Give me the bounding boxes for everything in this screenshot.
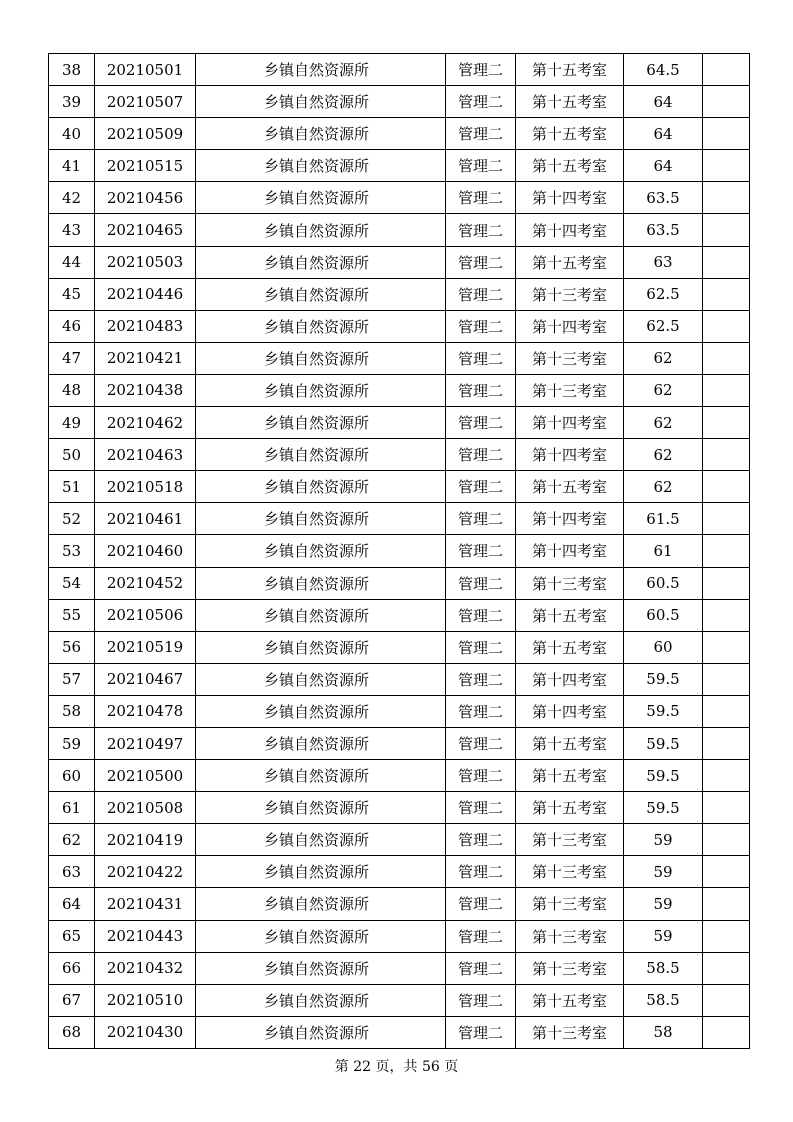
table-row	[49, 342, 750, 374]
unit-cell: 乡镇自然资源所	[196, 54, 446, 86]
unit-cell: 乡镇自然资源所	[196, 439, 446, 471]
table-row	[49, 214, 750, 246]
remark-cell	[703, 471, 750, 503]
row-number-cell: 38	[49, 54, 95, 86]
exam-id-cell: 20210422	[95, 856, 196, 888]
score-cell: 64	[624, 86, 703, 118]
remark-cell	[703, 439, 750, 471]
table-row	[49, 631, 750, 663]
exam-id-cell: 20210510	[95, 984, 196, 1016]
exam-room-cell: 第十五考室	[516, 118, 624, 150]
remark-cell	[703, 663, 750, 695]
remark-cell	[703, 86, 750, 118]
unit-cell: 乡镇自然资源所	[196, 760, 446, 792]
remark-cell	[703, 374, 750, 406]
remark-cell	[703, 952, 750, 984]
remark-cell	[703, 824, 750, 856]
row-number-cell: 44	[49, 246, 95, 278]
category-cell: 管理二	[446, 503, 516, 535]
row-number-cell: 66	[49, 952, 95, 984]
exam-id-cell: 20210500	[95, 760, 196, 792]
score-cell: 61.5	[624, 503, 703, 535]
exam-room-cell: 第十四考室	[516, 535, 624, 567]
exam-room-cell: 第十三考室	[516, 342, 624, 374]
category-cell: 管理二	[446, 54, 516, 86]
exam-id-cell: 20210497	[95, 727, 196, 759]
exam-room-cell: 第十五考室	[516, 471, 624, 503]
score-cell: 59	[624, 920, 703, 952]
unit-cell: 乡镇自然资源所	[196, 278, 446, 310]
exam-room-cell: 第十三考室	[516, 888, 624, 920]
row-number-cell: 52	[49, 503, 95, 535]
unit-cell: 乡镇自然资源所	[196, 407, 446, 439]
table-row	[49, 1016, 750, 1048]
category-cell: 管理二	[446, 278, 516, 310]
table-row	[49, 792, 750, 824]
unit-cell: 乡镇自然资源所	[196, 920, 446, 952]
remark-cell	[703, 888, 750, 920]
exam-room-cell: 第十四考室	[516, 407, 624, 439]
score-table	[48, 53, 750, 1049]
exam-id-cell: 20210467	[95, 663, 196, 695]
score-cell: 59.5	[624, 663, 703, 695]
exam-id-cell: 20210508	[95, 792, 196, 824]
exam-room-cell: 第十三考室	[516, 374, 624, 406]
score-cell: 62.5	[624, 278, 703, 310]
unit-cell: 乡镇自然资源所	[196, 567, 446, 599]
table-body	[49, 54, 750, 1049]
exam-room-cell: 第十五考室	[516, 599, 624, 631]
table-row	[49, 695, 750, 727]
unit-cell: 乡镇自然资源所	[196, 792, 446, 824]
exam-id-cell: 20210431	[95, 888, 196, 920]
exam-id-cell: 20210506	[95, 599, 196, 631]
row-number-cell: 57	[49, 663, 95, 695]
exam-id-cell: 20210465	[95, 214, 196, 246]
row-number-cell: 51	[49, 471, 95, 503]
category-cell: 管理二	[446, 86, 516, 118]
exam-id-cell: 20210515	[95, 150, 196, 182]
unit-cell: 乡镇自然资源所	[196, 214, 446, 246]
table-row	[49, 471, 750, 503]
score-cell: 62	[624, 471, 703, 503]
exam-room-cell: 第十五考室	[516, 760, 624, 792]
unit-cell: 乡镇自然资源所	[196, 727, 446, 759]
category-cell: 管理二	[446, 984, 516, 1016]
category-cell: 管理二	[446, 1016, 516, 1048]
exam-room-cell: 第十三考室	[516, 856, 624, 888]
remark-cell	[703, 54, 750, 86]
remark-cell	[703, 310, 750, 342]
exam-room-cell: 第十五考室	[516, 631, 624, 663]
remark-cell	[703, 246, 750, 278]
exam-room-cell: 第十五考室	[516, 54, 624, 86]
exam-id-cell: 20210483	[95, 310, 196, 342]
remark-cell	[703, 984, 750, 1016]
unit-cell: 乡镇自然资源所	[196, 952, 446, 984]
score-cell: 62.5	[624, 310, 703, 342]
exam-id-cell: 20210509	[95, 118, 196, 150]
unit-cell: 乡镇自然资源所	[196, 1016, 446, 1048]
score-cell: 60	[624, 631, 703, 663]
score-cell: 64	[624, 150, 703, 182]
remark-cell	[703, 792, 750, 824]
score-cell: 61	[624, 535, 703, 567]
score-cell: 59.5	[624, 727, 703, 759]
exam-id-cell: 20210438	[95, 374, 196, 406]
row-number-cell: 43	[49, 214, 95, 246]
exam-id-cell: 20210419	[95, 824, 196, 856]
score-cell: 62	[624, 407, 703, 439]
unit-cell: 乡镇自然资源所	[196, 182, 446, 214]
exam-id-cell: 20210430	[95, 1016, 196, 1048]
table-row	[49, 118, 750, 150]
score-cell: 58.5	[624, 984, 703, 1016]
table-row	[49, 310, 750, 342]
category-cell: 管理二	[446, 631, 516, 663]
table-row	[49, 86, 750, 118]
exam-room-cell: 第十五考室	[516, 984, 624, 1016]
exam-id-cell: 20210456	[95, 182, 196, 214]
row-number-cell: 67	[49, 984, 95, 1016]
unit-cell: 乡镇自然资源所	[196, 599, 446, 631]
exam-room-cell: 第十三考室	[516, 824, 624, 856]
unit-cell: 乡镇自然资源所	[196, 471, 446, 503]
table-row	[49, 567, 750, 599]
exam-room-cell: 第十五考室	[516, 792, 624, 824]
exam-room-cell: 第十四考室	[516, 663, 624, 695]
category-cell: 管理二	[446, 439, 516, 471]
row-number-cell: 62	[49, 824, 95, 856]
exam-room-cell: 第十三考室	[516, 952, 624, 984]
unit-cell: 乡镇自然资源所	[196, 856, 446, 888]
exam-id-cell: 20210463	[95, 439, 196, 471]
unit-cell: 乡镇自然资源所	[196, 695, 446, 727]
exam-room-cell: 第十三考室	[516, 920, 624, 952]
exam-id-cell: 20210421	[95, 342, 196, 374]
table-row	[49, 984, 750, 1016]
category-cell: 管理二	[446, 342, 516, 374]
unit-cell: 乡镇自然资源所	[196, 86, 446, 118]
exam-room-cell: 第十四考室	[516, 695, 624, 727]
table-row	[49, 503, 750, 535]
table-row	[49, 54, 750, 86]
exam-id-cell: 20210518	[95, 471, 196, 503]
exam-room-cell: 第十三考室	[516, 278, 624, 310]
unit-cell: 乡镇自然资源所	[196, 503, 446, 535]
category-cell: 管理二	[446, 118, 516, 150]
row-number-cell: 60	[49, 760, 95, 792]
score-cell: 63.5	[624, 214, 703, 246]
exam-room-cell: 第十五考室	[516, 150, 624, 182]
row-number-cell: 68	[49, 1016, 95, 1048]
remark-cell	[703, 1016, 750, 1048]
score-cell: 59.5	[624, 695, 703, 727]
category-cell: 管理二	[446, 888, 516, 920]
score-cell: 59.5	[624, 792, 703, 824]
score-cell: 59	[624, 888, 703, 920]
row-number-cell: 56	[49, 631, 95, 663]
unit-cell: 乡镇自然资源所	[196, 535, 446, 567]
exam-room-cell: 第十五考室	[516, 727, 624, 759]
remark-cell	[703, 920, 750, 952]
score-cell: 62	[624, 374, 703, 406]
score-cell: 59	[624, 856, 703, 888]
score-cell: 58.5	[624, 952, 703, 984]
exam-id-cell: 20210501	[95, 54, 196, 86]
exam-id-cell: 20210460	[95, 535, 196, 567]
remark-cell	[703, 278, 750, 310]
category-cell: 管理二	[446, 182, 516, 214]
remark-cell	[703, 760, 750, 792]
row-number-cell: 42	[49, 182, 95, 214]
row-number-cell: 63	[49, 856, 95, 888]
category-cell: 管理二	[446, 471, 516, 503]
exam-id-cell: 20210461	[95, 503, 196, 535]
remark-cell	[703, 695, 750, 727]
remark-cell	[703, 631, 750, 663]
unit-cell: 乡镇自然资源所	[196, 310, 446, 342]
table-row	[49, 150, 750, 182]
exam-room-cell: 第十五考室	[516, 246, 624, 278]
exam-id-cell: 20210432	[95, 952, 196, 984]
remark-cell	[703, 342, 750, 374]
score-cell: 59	[624, 824, 703, 856]
table-row	[49, 727, 750, 759]
category-cell: 管理二	[446, 792, 516, 824]
table-row	[49, 439, 750, 471]
score-cell: 64.5	[624, 54, 703, 86]
category-cell: 管理二	[446, 663, 516, 695]
score-cell: 63.5	[624, 182, 703, 214]
category-cell: 管理二	[446, 920, 516, 952]
category-cell: 管理二	[446, 856, 516, 888]
score-cell: 63	[624, 246, 703, 278]
table-row	[49, 888, 750, 920]
exam-id-cell: 20210519	[95, 631, 196, 663]
category-cell: 管理二	[446, 727, 516, 759]
table-row	[49, 182, 750, 214]
exam-id-cell: 20210462	[95, 407, 196, 439]
remark-cell	[703, 599, 750, 631]
exam-room-cell: 第十五考室	[516, 86, 624, 118]
unit-cell: 乡镇自然资源所	[196, 824, 446, 856]
row-number-cell: 41	[49, 150, 95, 182]
unit-cell: 乡镇自然资源所	[196, 150, 446, 182]
category-cell: 管理二	[446, 150, 516, 182]
score-cell: 58	[624, 1016, 703, 1048]
row-number-cell: 54	[49, 567, 95, 599]
table-row	[49, 278, 750, 310]
table-row	[49, 374, 750, 406]
remark-cell	[703, 407, 750, 439]
unit-cell: 乡镇自然资源所	[196, 888, 446, 920]
row-number-cell: 40	[49, 118, 95, 150]
row-number-cell: 47	[49, 342, 95, 374]
row-number-cell: 50	[49, 439, 95, 471]
table-row	[49, 599, 750, 631]
exam-room-cell: 第十三考室	[516, 1016, 624, 1048]
row-number-cell: 53	[49, 535, 95, 567]
exam-room-cell: 第十三考室	[516, 567, 624, 599]
table-row	[49, 663, 750, 695]
row-number-cell: 45	[49, 278, 95, 310]
category-cell: 管理二	[446, 246, 516, 278]
row-number-cell: 49	[49, 407, 95, 439]
remark-cell	[703, 214, 750, 246]
row-number-cell: 39	[49, 86, 95, 118]
table-row	[49, 856, 750, 888]
row-number-cell: 59	[49, 727, 95, 759]
unit-cell: 乡镇自然资源所	[196, 342, 446, 374]
exam-room-cell: 第十四考室	[516, 439, 624, 471]
unit-cell: 乡镇自然资源所	[196, 984, 446, 1016]
exam-id-cell: 20210478	[95, 695, 196, 727]
score-cell: 60.5	[624, 567, 703, 599]
exam-room-cell: 第十四考室	[516, 214, 624, 246]
remark-cell	[703, 503, 750, 535]
category-cell: 管理二	[446, 310, 516, 342]
exam-id-cell: 20210446	[95, 278, 196, 310]
table-row	[49, 920, 750, 952]
exam-room-cell: 第十四考室	[516, 182, 624, 214]
remark-cell	[703, 150, 750, 182]
category-cell: 管理二	[446, 599, 516, 631]
score-cell: 59.5	[624, 760, 703, 792]
remark-cell	[703, 727, 750, 759]
remark-cell	[703, 182, 750, 214]
score-cell: 62	[624, 342, 703, 374]
exam-room-cell: 第十四考室	[516, 503, 624, 535]
table-row	[49, 760, 750, 792]
category-cell: 管理二	[446, 567, 516, 599]
row-number-cell: 46	[49, 310, 95, 342]
table-row	[49, 952, 750, 984]
exam-id-cell: 20210452	[95, 567, 196, 599]
unit-cell: 乡镇自然资源所	[196, 631, 446, 663]
category-cell: 管理二	[446, 374, 516, 406]
remark-cell	[703, 118, 750, 150]
row-number-cell: 58	[49, 695, 95, 727]
score-cell: 62	[624, 439, 703, 471]
unit-cell: 乡镇自然资源所	[196, 118, 446, 150]
category-cell: 管理二	[446, 407, 516, 439]
category-cell: 管理二	[446, 214, 516, 246]
category-cell: 管理二	[446, 824, 516, 856]
row-number-cell: 64	[49, 888, 95, 920]
remark-cell	[703, 567, 750, 599]
score-cell: 64	[624, 118, 703, 150]
category-cell: 管理二	[446, 535, 516, 567]
page-footer: 第 22 页，共 56 页	[334, 1059, 459, 1075]
exam-id-cell: 20210507	[95, 86, 196, 118]
exam-room-cell: 第十四考室	[516, 310, 624, 342]
unit-cell: 乡镇自然资源所	[196, 374, 446, 406]
row-number-cell: 48	[49, 374, 95, 406]
row-number-cell: 65	[49, 920, 95, 952]
remark-cell	[703, 856, 750, 888]
unit-cell: 乡镇自然资源所	[196, 246, 446, 278]
table-row	[49, 246, 750, 278]
category-cell: 管理二	[446, 952, 516, 984]
table-row	[49, 535, 750, 567]
row-number-cell: 61	[49, 792, 95, 824]
table-row	[49, 407, 750, 439]
score-cell: 60.5	[624, 599, 703, 631]
exam-id-cell: 20210503	[95, 246, 196, 278]
remark-cell	[703, 535, 750, 567]
unit-cell: 乡镇自然资源所	[196, 663, 446, 695]
exam-id-cell: 20210443	[95, 920, 196, 952]
category-cell: 管理二	[446, 760, 516, 792]
table-row	[49, 824, 750, 856]
category-cell: 管理二	[446, 695, 516, 727]
row-number-cell: 55	[49, 599, 95, 631]
